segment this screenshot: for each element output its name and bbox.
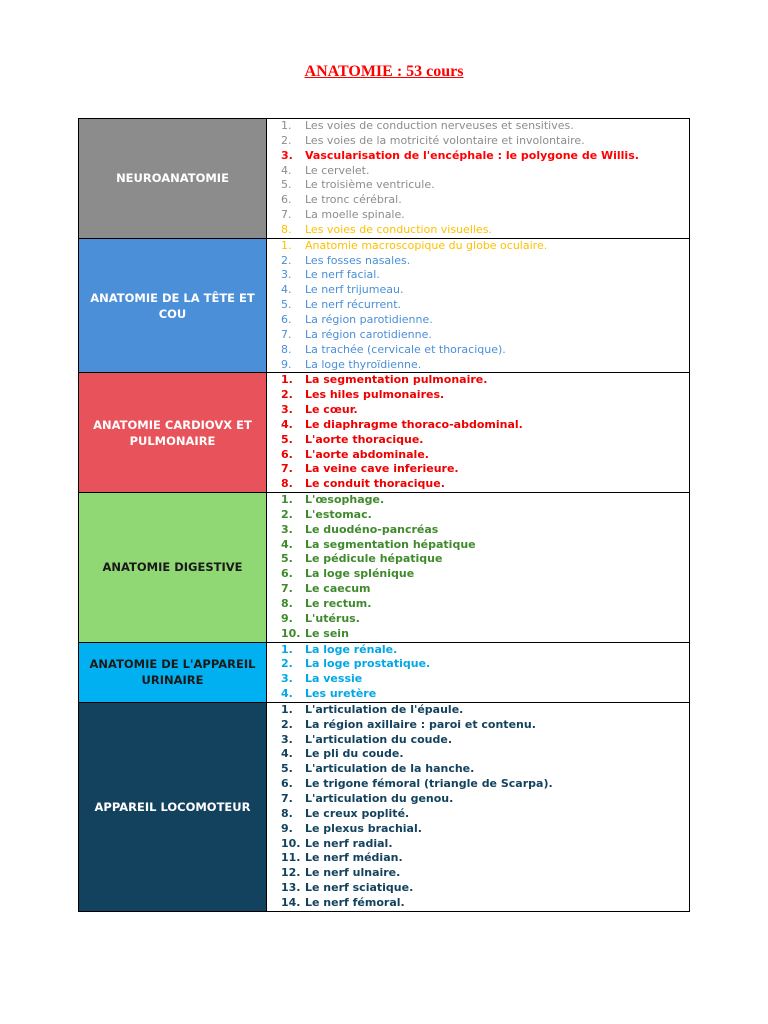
list-item xyxy=(281,433,689,448)
item-number: 13. xyxy=(281,881,301,895)
list-item xyxy=(281,178,689,193)
list-item xyxy=(281,567,689,582)
list-item xyxy=(281,462,689,477)
list-item xyxy=(281,523,689,538)
list-item xyxy=(281,373,689,388)
list-item xyxy=(281,881,689,896)
list-item xyxy=(281,403,689,418)
item-text: Le pli du coude. xyxy=(305,747,404,761)
item-number: 4. xyxy=(281,163,292,177)
section-row xyxy=(79,373,689,493)
item-text: Le nerf trijumeau. xyxy=(305,283,404,297)
course-list xyxy=(267,119,689,238)
category-cell xyxy=(79,493,267,641)
item-text: La trachée (cervicale et thoracique). xyxy=(305,342,506,356)
category-cell xyxy=(79,703,267,911)
item-text: La veine cave inferieure. xyxy=(305,462,459,476)
list-item xyxy=(281,657,689,672)
item-number: 7. xyxy=(281,791,293,805)
item-text: La segmentation pulmonaire. xyxy=(305,373,488,387)
item-text: La segmentation hépatique xyxy=(305,537,476,551)
item-text: Les voies de conduction visuelles. xyxy=(305,222,492,236)
item-number: 1. xyxy=(281,642,293,656)
item-number: 1. xyxy=(281,238,292,252)
list-item xyxy=(281,777,689,792)
item-number: 9. xyxy=(281,611,293,625)
list-item xyxy=(281,703,689,718)
item-number: 4. xyxy=(281,283,292,297)
item-number: 5. xyxy=(281,298,292,312)
item-text: Le tronc cérébral. xyxy=(305,193,402,207)
list-item xyxy=(281,268,689,283)
item-text: La loge splénique xyxy=(305,567,415,581)
item-text: La loge prostatique. xyxy=(305,657,431,671)
item-number: 2. xyxy=(281,253,292,267)
item-text: L'estomac. xyxy=(305,507,372,521)
list-item xyxy=(281,283,689,298)
item-number: 2. xyxy=(281,388,293,402)
item-number: 14. xyxy=(281,895,301,909)
item-number: 5. xyxy=(281,432,293,446)
item-number: 5. xyxy=(281,552,293,566)
item-text: Le rectum. xyxy=(305,597,372,610)
item-number: 5. xyxy=(281,762,293,776)
item-number: 1. xyxy=(281,493,293,507)
item-text: La région parotidienne. xyxy=(305,312,433,326)
list-item xyxy=(281,538,689,553)
item-number: 11. xyxy=(281,851,301,865)
category-label: ANATOMIE DIGESTIVE xyxy=(102,560,243,575)
list-item xyxy=(281,733,689,748)
item-number: 6. xyxy=(281,777,293,791)
item-number: 8. xyxy=(281,222,292,236)
item-number: 3. xyxy=(281,732,293,746)
course-list xyxy=(267,373,689,492)
list-item xyxy=(281,193,689,208)
list-item xyxy=(281,643,689,658)
item-number: 2. xyxy=(281,657,293,671)
section-row xyxy=(79,119,689,239)
item-number: 3. xyxy=(281,268,292,282)
list-item xyxy=(281,448,689,463)
course-list xyxy=(267,643,689,702)
list-item xyxy=(281,837,689,852)
list-item xyxy=(281,762,689,777)
list-item xyxy=(281,627,689,642)
item-number: 9. xyxy=(281,357,292,371)
list-item xyxy=(281,866,689,881)
list-item xyxy=(281,672,689,687)
list-item xyxy=(281,119,689,134)
item-number: 10. xyxy=(281,626,301,640)
item-number: 4. xyxy=(281,687,293,701)
list-item xyxy=(281,582,689,597)
list-item xyxy=(281,792,689,807)
item-number: 1. xyxy=(281,702,293,716)
section-row xyxy=(79,643,689,703)
item-text: Le creux poplité. xyxy=(305,806,410,820)
item-number: 8. xyxy=(281,342,292,356)
item-number: 8. xyxy=(281,597,293,610)
item-text: L'aorte thoracique. xyxy=(305,432,424,446)
item-number: 8. xyxy=(281,806,293,820)
list-item xyxy=(281,747,689,762)
item-text: Le nerf facial. xyxy=(305,268,380,282)
item-number: 7. xyxy=(281,327,292,341)
category-cell xyxy=(79,239,267,373)
list-item xyxy=(281,328,689,343)
item-text: Les fosses nasales. xyxy=(305,253,411,267)
item-text: Le nerf radial. xyxy=(305,836,393,850)
category-cell xyxy=(79,643,267,702)
item-number: 6. xyxy=(281,312,292,326)
item-number: 1. xyxy=(281,373,293,387)
list-item xyxy=(281,134,689,149)
item-text: Le nerf médian. xyxy=(305,851,403,865)
item-number: 7. xyxy=(281,582,293,596)
item-number: 10. xyxy=(281,836,301,850)
list-item xyxy=(281,597,689,612)
item-text: Le diaphragme thoraco-abdominal. xyxy=(305,417,523,431)
list-item xyxy=(281,508,689,523)
list-item xyxy=(281,149,689,164)
item-number: 9. xyxy=(281,821,293,835)
item-text: La loge thyroïdienne. xyxy=(305,357,422,371)
item-text: L'articulation de la hanche. xyxy=(305,762,475,776)
list-item xyxy=(281,851,689,866)
item-number: 4. xyxy=(281,747,293,761)
list-item xyxy=(281,822,689,837)
list-item xyxy=(281,343,689,358)
list-item xyxy=(281,388,689,403)
section-row xyxy=(79,493,689,642)
item-number: 3. xyxy=(281,148,293,162)
list-item xyxy=(281,358,689,373)
list-item xyxy=(281,552,689,567)
item-text: Le plexus brachial. xyxy=(305,821,422,835)
course-list xyxy=(267,703,689,911)
item-text: L'articulation du genou. xyxy=(305,791,454,805)
list-item xyxy=(281,254,689,269)
item-text: L'aorte abdominale. xyxy=(305,447,429,461)
list-item xyxy=(281,164,689,179)
category-label: ANATOMIE DE L'APPAREIL URINAIRE xyxy=(89,657,256,688)
item-number: 4. xyxy=(281,417,293,431)
item-text: L'utérus. xyxy=(305,611,360,625)
list-item xyxy=(281,313,689,328)
item-text: Le pédicule hépatique xyxy=(305,552,443,566)
course-list xyxy=(267,239,689,373)
item-text: Les voies de la motricité volontaire et involontaire. xyxy=(305,133,585,147)
list-item xyxy=(281,223,689,238)
list-item xyxy=(281,687,689,702)
item-text: L'articulation du coude. xyxy=(305,732,453,746)
item-text: La région carotidienne. xyxy=(305,327,432,341)
item-number: 2. xyxy=(281,507,293,521)
list-item xyxy=(281,477,689,492)
category-label: ANATOMIE DE LA TÊTE ET COU xyxy=(90,290,255,321)
item-number: 3. xyxy=(281,403,293,417)
item-number: 7. xyxy=(281,208,292,222)
item-number: 3. xyxy=(281,672,293,686)
item-text: Le nerf sciatique. xyxy=(305,881,414,895)
section-row xyxy=(79,239,689,374)
item-number: 12. xyxy=(281,866,301,880)
course-list xyxy=(267,493,689,641)
item-text: Le cœur. xyxy=(305,403,358,417)
list-item xyxy=(281,807,689,822)
item-text: La région axillaire : paroi et contenu. xyxy=(305,717,536,731)
item-number: 5. xyxy=(281,178,292,192)
item-text: Le sein xyxy=(305,626,349,640)
item-number: 1. xyxy=(281,119,292,132)
item-text: Vascularisation de l'encéphale : le polygone de Willis. xyxy=(305,148,639,162)
list-item xyxy=(281,418,689,433)
list-item xyxy=(281,208,689,223)
category-label: ANATOMIE CARDIOVX ET PULMONAIRE xyxy=(93,417,252,448)
item-text: Le duodéno-pancréas xyxy=(305,522,439,536)
item-text: Le nerf récurrent. xyxy=(305,298,402,312)
category-label: NEUROANATOMIE xyxy=(116,171,229,186)
item-number: 7. xyxy=(281,462,293,476)
item-text: Anatomie macroscopique du globe oculaire. xyxy=(305,238,548,252)
item-number: 6. xyxy=(281,447,293,461)
item-text: Les hiles pulmonaires. xyxy=(305,388,445,402)
category-cell xyxy=(79,119,267,238)
item-number: 6. xyxy=(281,567,293,581)
item-text: La vessie xyxy=(305,672,363,686)
list-item xyxy=(281,718,689,733)
item-text: Le trigone fémoral (triangle de Scarpa). xyxy=(305,777,553,791)
item-text: L'œsophage. xyxy=(305,493,385,507)
page-title: ANATOMIE : 53 cours xyxy=(304,63,464,80)
item-text: Le nerf ulnaire. xyxy=(305,866,401,880)
category-label: APPAREIL LOCOMOTEUR xyxy=(94,799,251,814)
item-number: 2. xyxy=(281,133,292,147)
item-text: Le caecum xyxy=(305,582,371,596)
list-item xyxy=(281,612,689,627)
item-text: Le troisième ventricule. xyxy=(305,178,435,192)
item-number: 2. xyxy=(281,717,293,731)
item-text: Le nerf fémoral. xyxy=(305,895,405,909)
list-item xyxy=(281,239,689,254)
item-text: La loge rénale. xyxy=(305,642,398,656)
item-number: 6. xyxy=(281,193,292,207)
list-item xyxy=(281,298,689,313)
list-item xyxy=(281,896,689,911)
course-table xyxy=(78,118,690,912)
item-number: 3. xyxy=(281,522,293,536)
item-text: Le cervelet. xyxy=(305,163,370,177)
list-item xyxy=(281,493,689,508)
section-row xyxy=(79,703,689,911)
item-text: La moelle spinale. xyxy=(305,208,405,222)
category-cell xyxy=(79,373,267,492)
item-text: L'articulation de l'épaule. xyxy=(305,702,464,716)
item-text: Les voies de conduction nerveuses et sensitives. xyxy=(305,119,574,132)
item-text: Le conduit thoracique. xyxy=(305,477,445,491)
item-text: Les uretère xyxy=(305,687,377,701)
item-number: 4. xyxy=(281,537,293,551)
item-number: 8. xyxy=(281,477,293,491)
